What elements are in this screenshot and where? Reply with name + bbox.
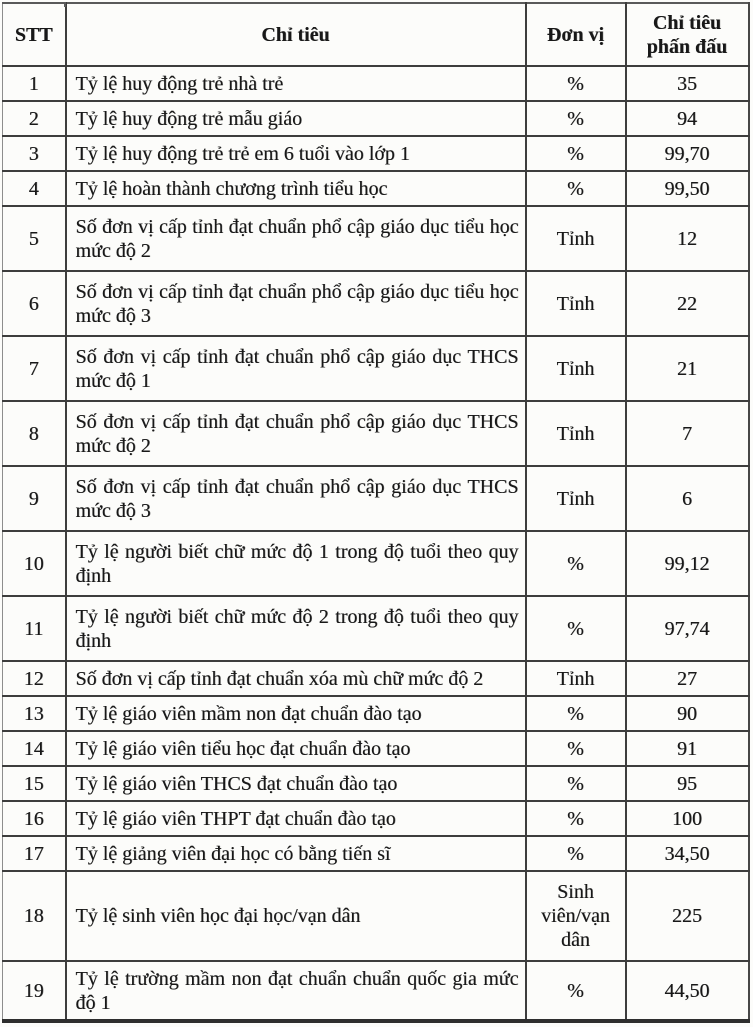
- cell-indicator: Số đơn vị cấp tỉnh đạt chuẩn phổ cập giáo dục THCS mức độ 2: [66, 401, 526, 466]
- cell-stt: 12: [3, 661, 66, 696]
- cell-stt: 4: [3, 171, 66, 206]
- cell-target: 27: [626, 661, 749, 696]
- cell-indicator: Tỷ lệ trường mầm non đạt chuẩn chuẩn quốc gia mức độ 1: [66, 961, 526, 1021]
- cell-indicator: Tỷ lệ huy động trẻ mẫu giáo: [66, 101, 526, 136]
- cell-target: 99,70: [626, 136, 749, 171]
- cell-indicator: Tỷ lệ giáo viên THPT đạt chuẩn đào tạo: [66, 801, 526, 836]
- cell-stt: 17: [3, 836, 66, 871]
- header-row: [3, 3, 749, 66]
- cell-stt: 6: [3, 271, 66, 336]
- cell-target: 97,74: [626, 596, 749, 661]
- cell-target: 21: [626, 336, 749, 401]
- cell-stt: 5: [3, 206, 66, 271]
- cell-target: 34,50: [626, 836, 749, 871]
- cell-target: 6: [626, 466, 749, 531]
- header-don-vi: Đơn vị: [526, 3, 626, 66]
- header-chi-tieu: Chỉ tiêu: [66, 3, 526, 66]
- cell-unit: Tỉnh: [526, 271, 626, 336]
- cell-stt: 10: [3, 531, 66, 596]
- cell-indicator: Tỷ lệ người biết chữ mức độ 1 trong độ tuổi theo quy định: [66, 531, 526, 596]
- table-row: [3, 836, 749, 871]
- table-row: [3, 336, 749, 401]
- cell-indicator: Số đơn vị cấp tỉnh đạt chuẩn phổ cập giáo dục THCS mức độ 3: [66, 466, 526, 531]
- cell-stt: 16: [3, 801, 66, 836]
- cell-target: 94: [626, 101, 749, 136]
- cell-target: 99,12: [626, 531, 749, 596]
- cell-target: 100: [626, 801, 749, 836]
- cell-unit: %: [526, 836, 626, 871]
- table-row: [3, 66, 749, 101]
- cell-unit: Tỉnh: [526, 661, 626, 696]
- cell-unit: %: [526, 766, 626, 801]
- cell-stt: 11: [3, 596, 66, 661]
- cell-target: 225: [626, 871, 749, 961]
- cell-unit: %: [526, 171, 626, 206]
- table-row: [3, 206, 749, 271]
- cell-unit: %: [526, 66, 626, 101]
- cell-unit: %: [526, 961, 626, 1021]
- table-row: [3, 801, 749, 836]
- cell-stt: 19: [3, 961, 66, 1021]
- table-row: [3, 871, 749, 961]
- cell-indicator: Tỷ lệ sinh viên học đại học/vạn dân: [66, 871, 526, 961]
- cell-indicator: Tỷ lệ huy động trẻ nhà trẻ: [66, 66, 526, 101]
- cell-stt: 7: [3, 336, 66, 401]
- cell-target: 91: [626, 731, 749, 766]
- cell-unit: Tỉnh: [526, 336, 626, 401]
- cell-target: 90: [626, 696, 749, 731]
- table-row: [3, 101, 749, 136]
- table-row: [3, 271, 749, 336]
- cell-target: 22: [626, 271, 749, 336]
- cell-indicator: Tỷ lệ giáo viên tiểu học đạt chuẩn đào tạo: [66, 731, 526, 766]
- cell-indicator: Số đơn vị cấp tỉnh đạt chuẩn phổ cập giáo dục tiểu học mức độ 2: [66, 206, 526, 271]
- cell-stt: 18: [3, 871, 66, 961]
- cell-unit: %: [526, 731, 626, 766]
- cell-target: 44,50: [626, 961, 749, 1021]
- cell-indicator: Số đơn vị cấp tỉnh đạt chuẩn phổ cập giáo dục THCS mức độ 1: [66, 336, 526, 401]
- cell-target: 95: [626, 766, 749, 801]
- cell-indicator: Tỷ lệ giáo viên mầm non đạt chuẩn đào tạo: [66, 696, 526, 731]
- table-row: [3, 401, 749, 466]
- cell-target: 99,50: [626, 171, 749, 206]
- cell-stt: 13: [3, 696, 66, 731]
- cell-target: 7: [626, 401, 749, 466]
- document-page: [0, 2, 753, 1027]
- cell-unit: %: [526, 696, 626, 731]
- cell-indicator: Tỷ lệ người biết chữ mức độ 2 trong độ tuổi theo quy định: [66, 596, 526, 661]
- cell-indicator: Tỷ lệ giáo viên THCS đạt chuẩn đào tạo: [66, 766, 526, 801]
- cell-stt: 2: [3, 101, 66, 136]
- table-row: [3, 661, 749, 696]
- cell-indicator: Tỷ lệ huy động trẻ trẻ em 6 tuổi vào lớp 1: [66, 136, 526, 171]
- cell-stt: 9: [3, 466, 66, 531]
- header-stt: STT: [3, 3, 66, 66]
- header-phan-dau: Chỉ tiêu phấn đấu: [626, 3, 749, 66]
- cell-indicator: Số đơn vị cấp tỉnh đạt chuẩn phổ cập giáo dục tiểu học mức độ 3: [66, 271, 526, 336]
- table-row: [3, 766, 749, 801]
- indicators-table: [2, 2, 750, 1023]
- table-row: [3, 696, 749, 731]
- cell-unit: %: [526, 136, 626, 171]
- cell-unit: %: [526, 101, 626, 136]
- cell-stt: 1: [3, 66, 66, 101]
- cell-indicator: Số đơn vị cấp tỉnh đạt chuẩn xóa mù chữ mức độ 2: [66, 661, 526, 696]
- cell-unit: %: [526, 596, 626, 661]
- scan-artifact: [64, 2, 66, 7]
- cell-stt: 15: [3, 766, 66, 801]
- cell-stt: 14: [3, 731, 66, 766]
- cell-target: 12: [626, 206, 749, 271]
- cell-unit: Tỉnh: [526, 206, 626, 271]
- table-row: [3, 466, 749, 531]
- cell-unit: %: [526, 801, 626, 836]
- cell-unit: Tỉnh: [526, 466, 626, 531]
- table-row: [3, 136, 749, 171]
- cell-unit: Tỉnh: [526, 401, 626, 466]
- cell-indicator: Tỷ lệ giảng viên đại học có bằng tiến sĩ: [66, 836, 526, 871]
- cell-target: 35: [626, 66, 749, 101]
- table-row: [3, 171, 749, 206]
- cell-indicator: Tỷ lệ hoàn thành chương trình tiểu học: [66, 171, 526, 206]
- table-row: [3, 731, 749, 766]
- cell-unit: %: [526, 531, 626, 596]
- cell-stt: 8: [3, 401, 66, 466]
- table-row: [3, 596, 749, 661]
- table-row: [3, 961, 749, 1021]
- cell-stt: 3: [3, 136, 66, 171]
- cell-unit: Sinh viên/vạn dân: [526, 871, 626, 961]
- table-row: [3, 531, 749, 596]
